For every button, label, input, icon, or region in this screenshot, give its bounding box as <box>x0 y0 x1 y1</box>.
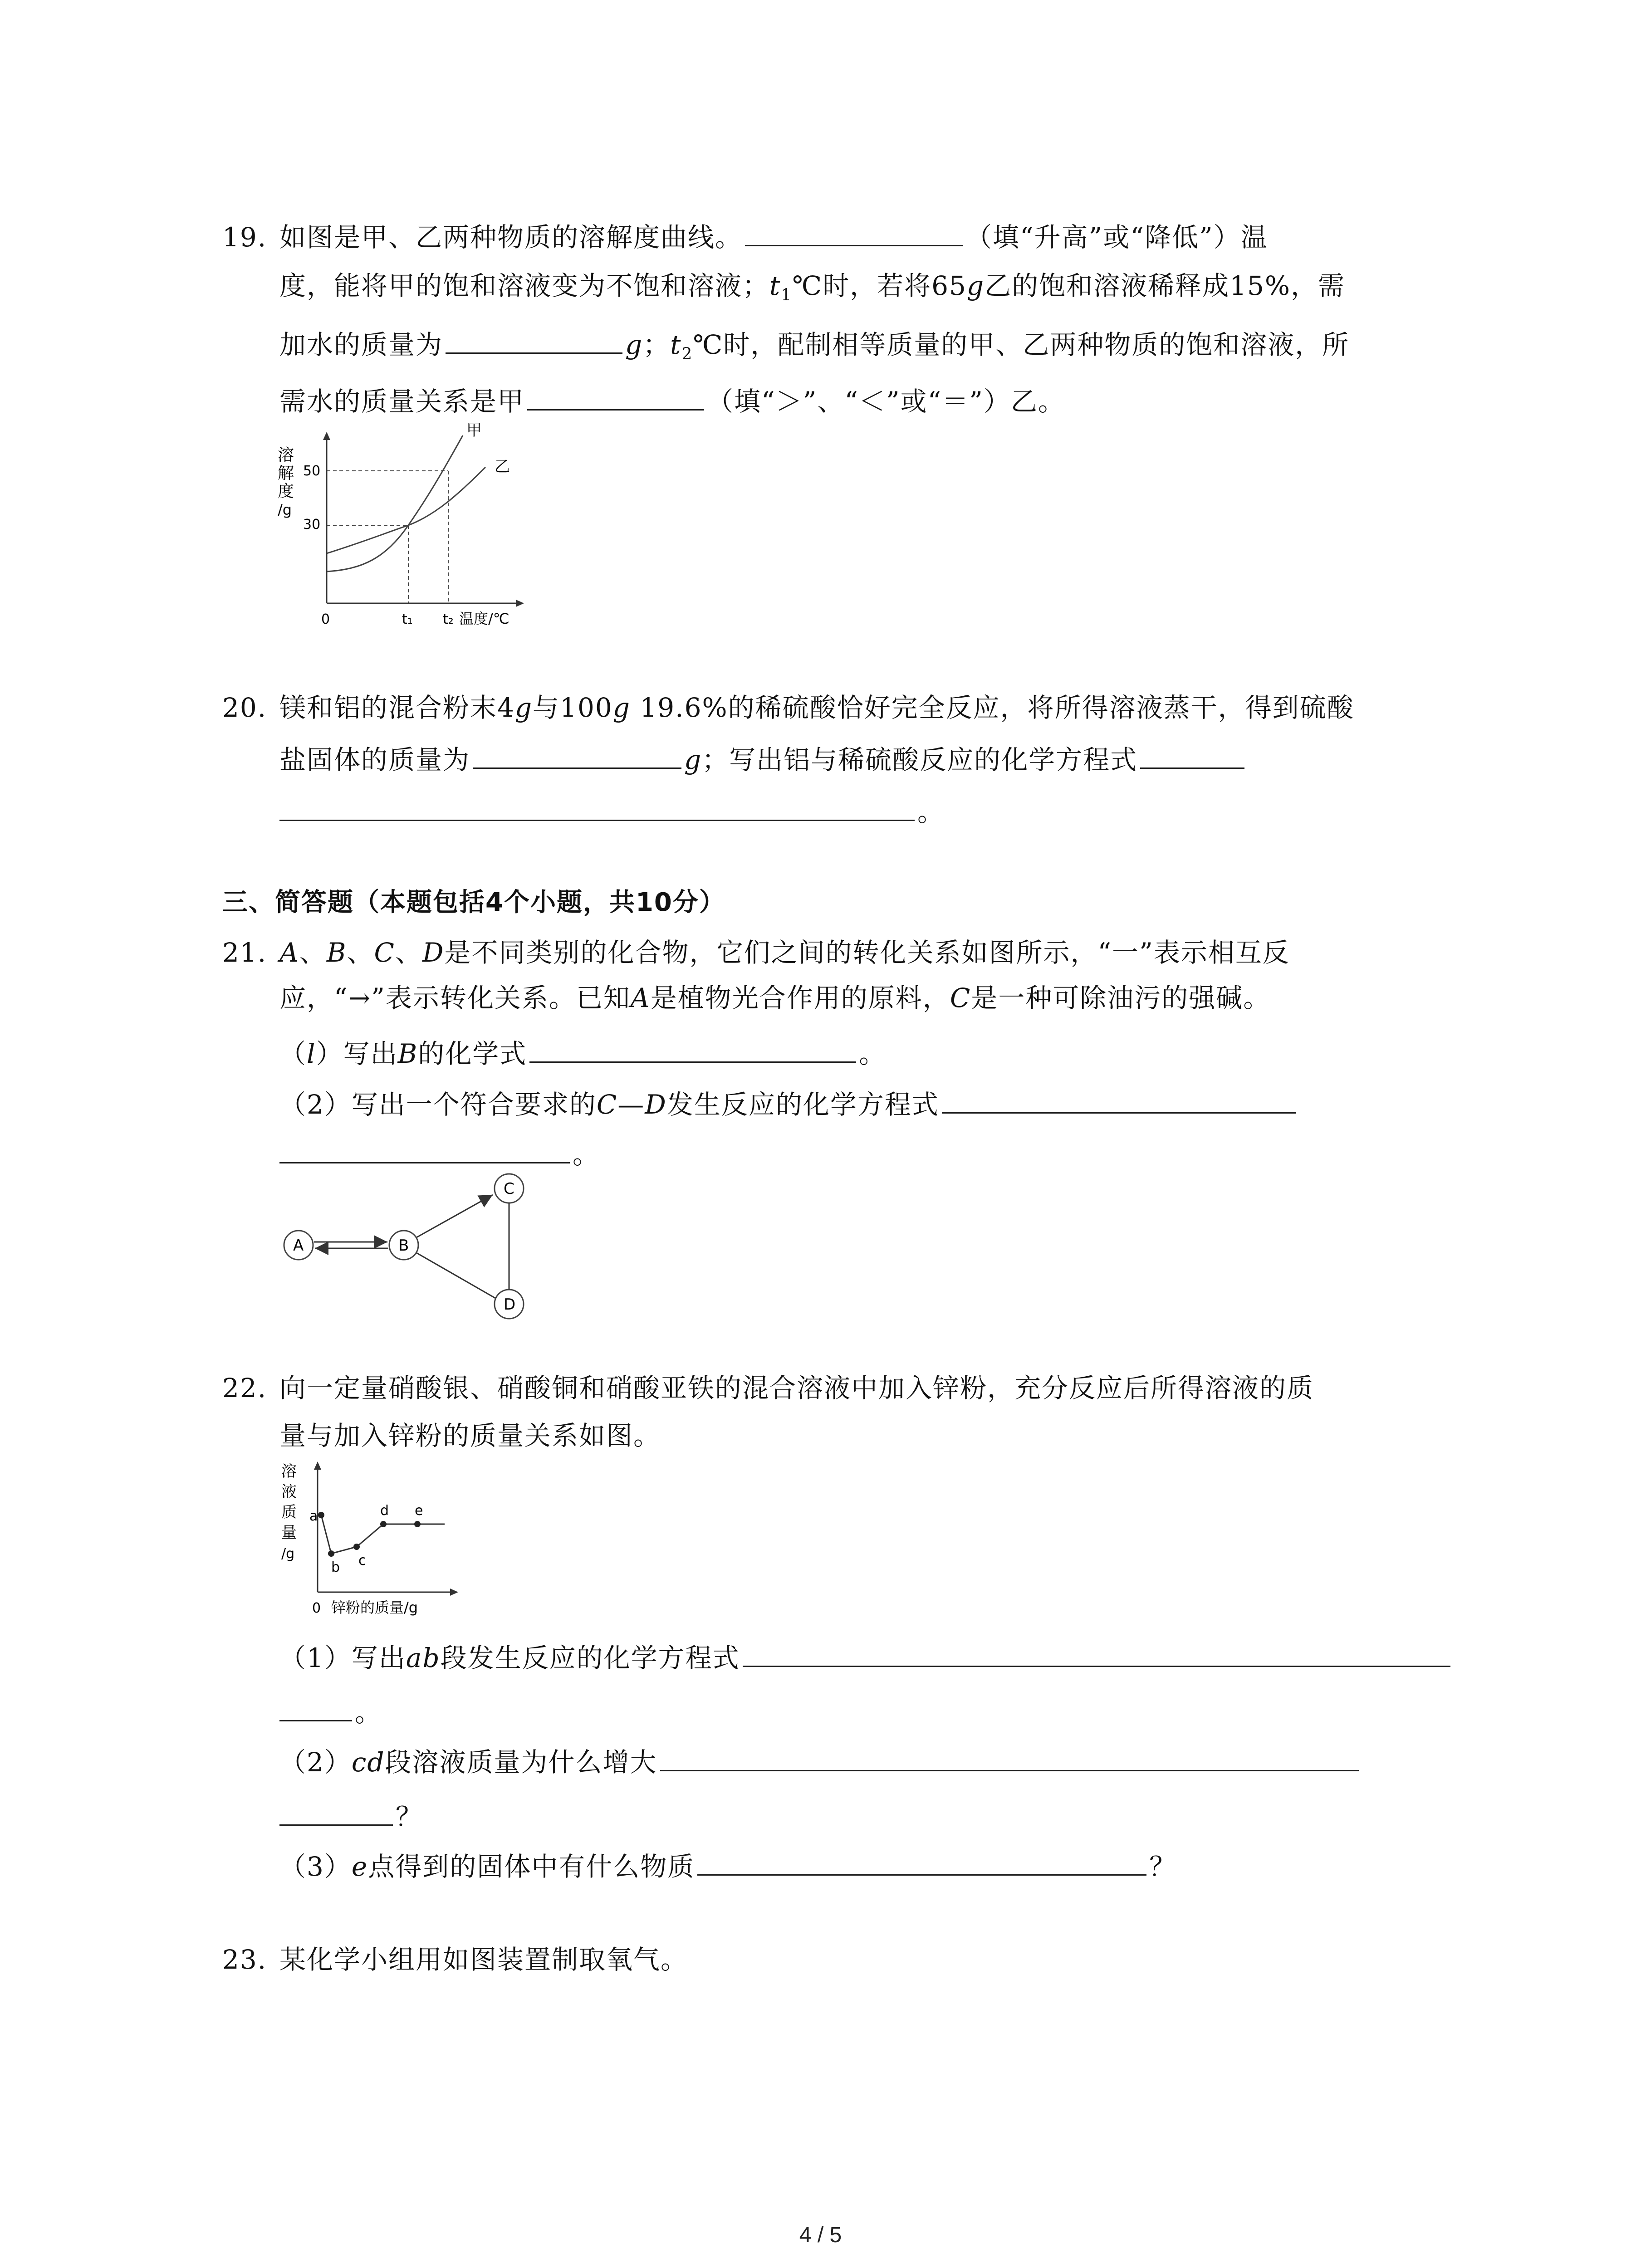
y-axis-label-4: /g <box>278 501 292 518</box>
x-axis-arrow <box>516 600 524 607</box>
y-axis-arrow <box>323 432 330 440</box>
q19-blank-water-mass[interactable] <box>446 324 622 354</box>
y-axis-label-2: 解 <box>278 464 294 483</box>
tick-t2: t₂ <box>443 611 454 627</box>
point-c <box>353 1544 360 1550</box>
q21-part2: （2）写出一个符合要求的C—D发生反应的化学方程式 <box>279 1084 1298 1123</box>
node-b-label: B <box>398 1237 409 1255</box>
x-axis-label: 温度/℃ <box>459 610 509 627</box>
q19-blank-temperature[interactable] <box>745 217 963 246</box>
q19-blank-relation[interactable] <box>527 381 704 411</box>
q20-blank-salt-mass[interactable] <box>473 739 681 769</box>
y-axis-label-3: 度 <box>278 482 294 501</box>
tick-t1: t₁ <box>402 611 413 627</box>
q22-part1: （1）写出ab段发生反应的化学方程式 <box>279 1637 1453 1676</box>
q21-relation-diagram <box>272 1170 544 1320</box>
q20-line1: 20. 镁和铝的混合粉末4g与100g 19.6%的稀硫酸恰好完全反应，将所得溶液蒸干，得到硫酸 <box>222 689 1354 726</box>
q21-blank-equation-start[interactable] <box>942 1084 1296 1114</box>
q22-part2: （2）cd段溶液质量为什么增大 <box>279 1742 1362 1780</box>
node-c-label: C <box>504 1180 514 1198</box>
y-label-2: 液 <box>281 1483 297 1501</box>
y-label-5: /g <box>281 1546 295 1562</box>
q21-part1: （l）写出B的化学式 。 <box>279 1033 886 1072</box>
q22-blank-e-solid[interactable] <box>697 1846 1146 1876</box>
mass-curve <box>321 1515 445 1554</box>
q22-part1-cont: 。 <box>279 1692 382 1730</box>
q19-line3: 加水的质量为 g；$t_2℃$时，配制相等质量的甲、乙两种物质的饱和溶液，所 <box>279 324 1349 373</box>
label-e: e <box>415 1503 423 1519</box>
line-b-d <box>416 1253 495 1298</box>
q22-blank-ab-equation-end[interactable] <box>279 1692 352 1721</box>
x-axis-label: 锌粉的质量/g <box>331 1599 418 1616</box>
q20-blank-equation[interactable] <box>279 792 915 821</box>
y-label-4: 量 <box>281 1524 297 1542</box>
q20-number: 20. <box>222 692 267 723</box>
y-axis-label-1: 溶 <box>278 446 294 464</box>
q22-line2: 量与加入锌粉的质量关系如图。 <box>279 1420 661 1451</box>
label-a: a <box>309 1508 318 1524</box>
label-d: d <box>380 1503 389 1519</box>
q21-line2: 应，“→”表示转化关系。已知A是植物光合作用的原料，C是一种可除油污的强碱。 <box>279 982 1271 1013</box>
q19-solubility-chart <box>272 422 526 635</box>
q22-part2-cont: ？ <box>279 1796 423 1835</box>
curve-yi <box>327 467 485 553</box>
q21-part2-cont: 。 <box>279 1134 600 1173</box>
point-b <box>328 1550 334 1557</box>
x-axis-arrow <box>450 1589 458 1596</box>
q19-number: 19. <box>222 222 267 253</box>
q21-line1: 21. A、B、C、D是不同类别的化合物，它们之间的转化关系如图所示，“一”表示相互反 <box>222 934 1290 971</box>
tick-50: 50 <box>303 463 321 479</box>
q22-number: 22. <box>222 1373 267 1403</box>
node-a-label: A <box>293 1237 304 1255</box>
q22-line1: 22. 向一定量硝酸银、硝酸铜和硝酸亚铁的混合溶液中加入锌粉，充分反应后所得溶液的质 <box>222 1370 1314 1406</box>
y-label-1: 溶 <box>281 1462 297 1481</box>
curve-jia <box>327 435 463 572</box>
q22-blank-cd-reason[interactable] <box>660 1742 1359 1771</box>
label-b: b <box>331 1559 340 1575</box>
q19-line4: 需水的质量关系是甲 （填“＞”、“＜”或“＝”）乙。 <box>279 381 1065 420</box>
label-c: c <box>358 1553 366 1569</box>
q21-blank-equation[interactable] <box>279 1134 570 1163</box>
point-e <box>414 1521 421 1527</box>
label-jia: 甲 <box>466 421 482 440</box>
q23-line1: 23. 某化学小组用如图装置制取氧气。 <box>222 1941 688 1978</box>
y-label-3: 质 <box>281 1503 297 1521</box>
q21-blank-formula-b[interactable] <box>529 1033 856 1063</box>
q19-line2: 度，能将甲的饱和溶液变为不饱和溶液；$t_1℃$时，若将65g乙的饱和溶液稀释成15%，需 <box>279 270 1345 305</box>
point-a <box>318 1512 324 1518</box>
tick-origin: 0 <box>312 1600 321 1616</box>
q20-blank-equation-start[interactable] <box>1140 739 1244 769</box>
arrow-b-to-c <box>416 1195 493 1237</box>
y-axis-arrow <box>314 1461 321 1470</box>
tick-origin: 0 <box>321 611 330 627</box>
point-d <box>380 1521 387 1527</box>
q22-part3: （3）e点得到的固体中有什么物质 ？ <box>279 1846 1176 1885</box>
q20-line3: 。 <box>279 792 945 830</box>
page-number: 4 / 5 <box>799 2223 842 2247</box>
q22-blank-cd-reason-end[interactable] <box>279 1796 393 1826</box>
q22-mass-graph <box>272 1456 463 1633</box>
q20-line2: 盐固体的质量为 g；写出铝与稀硫酸反应的化学方程式 <box>279 739 1247 778</box>
q23-number: 23. <box>222 1944 267 1975</box>
node-d-label: D <box>504 1295 516 1314</box>
tick-30: 30 <box>303 517 321 533</box>
q19-line1: 19. 如图是甲、乙两种物质的溶解度曲线。 （填“升高”或“降低”）温 <box>222 217 1268 255</box>
q22-blank-ab-equation[interactable] <box>743 1637 1450 1667</box>
q21-number: 21. <box>222 937 267 968</box>
section3-title: 三、简答题（本题包括4个小题，共10分） <box>222 888 725 917</box>
label-yi: 乙 <box>495 458 510 476</box>
